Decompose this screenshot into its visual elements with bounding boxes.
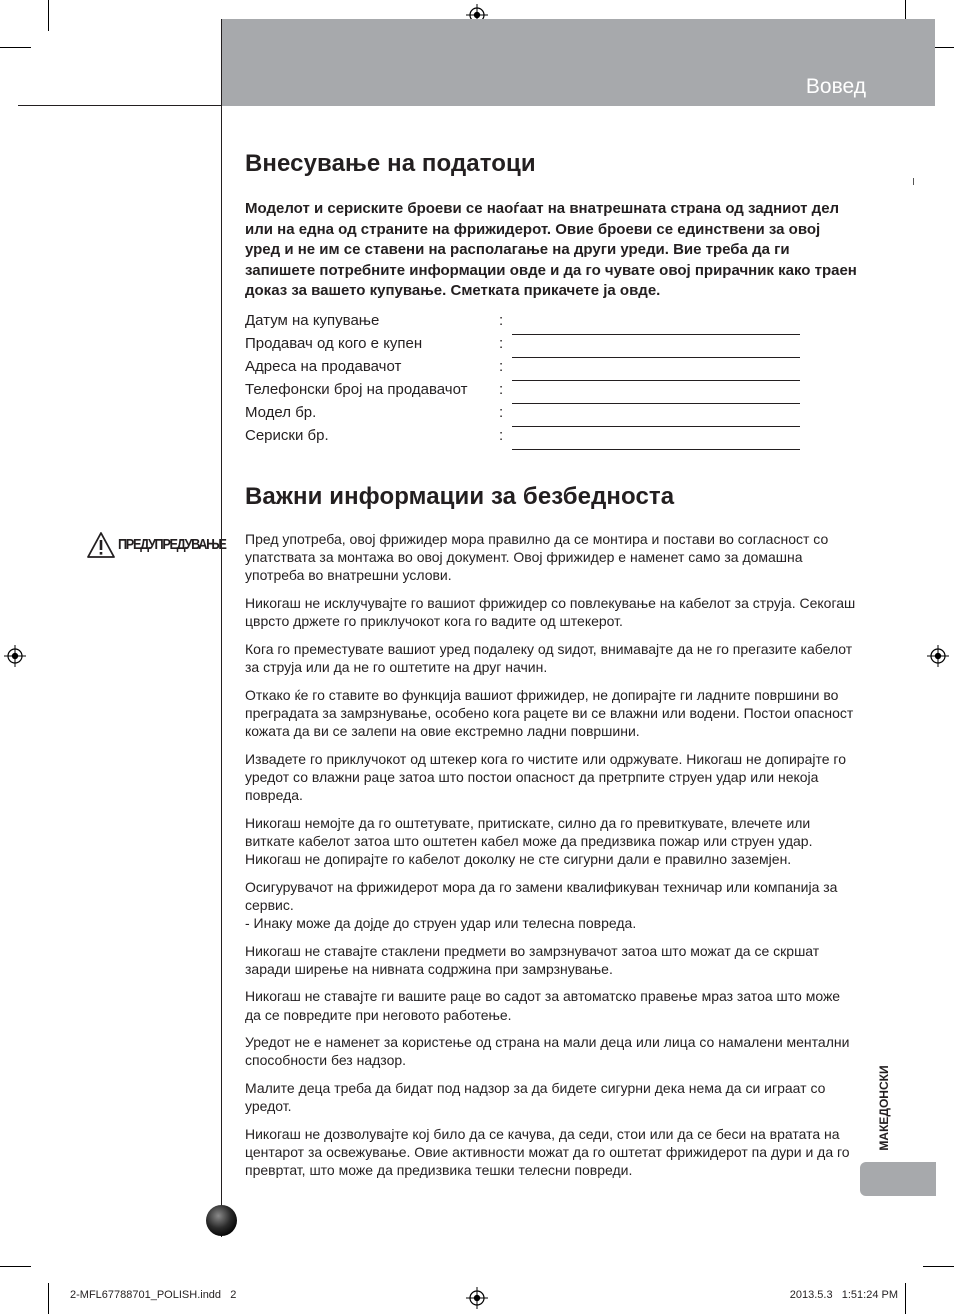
crop-mark [48, 1283, 49, 1314]
crop-mark [48, 0, 49, 31]
safety-paragraphs [245, 530, 857, 1189]
language-side-label [876, 1060, 890, 1156]
safety-paragraph: Извадете го приклучокот од штекер кога го чистите или одржувате. Никогаш не допирајте го уредот со влажни раце затоа што постои опасност да претрпите струен удар или некоја повреда. [245, 750, 846, 803]
form-separator: : [499, 358, 504, 375]
warning-label: ПРЕДУПРЕДУВАЊЕ [118, 536, 226, 553]
safety-paragraph: Малите деца треба да бидат под надзор за да бидете сигурни дека нема да си играат со уредот. [245, 1079, 826, 1115]
section-title-data-entry: Внесување на податоци [245, 150, 536, 177]
safety-paragraph: Пред употреба, овој фрижидер мора правилно да се монтира и постави во согласност со упатствата за монтажа во овој документ. Овој фрижидер е наменет само за домашна употреба во внатрешни услови. [245, 531, 829, 584]
footer-filename: 2-MFL67788701_POLISH.indd 2 [70, 1289, 237, 1301]
registration-mark-icon [466, 1287, 488, 1309]
safety-paragraph: Никогаш не ставајте стаклени предмети во замрзнувачот затоа што можат да се скршат заради ширење на нивната содржина при замрзнување. [245, 942, 820, 977]
decorative-ball [206, 1205, 237, 1236]
safety-paragraph: Откако ќе го ставите во функција вашиот фрижидер, не допирајте ги ладните површини во преградата за замрзнување, особено кога рацете ви се влажни или водени. Постои опасност кожата да ви се залепи на овие екстремно ладни површини. [245, 686, 854, 739]
page-header-title: Вовед [805, 75, 866, 98]
form-label: Модел бр. [245, 404, 317, 421]
crop-mark [905, 1283, 906, 1314]
form-separator: : [499, 312, 504, 329]
safety-paragraph: Никогаш не дозволувајте кој било да се качува, да седи, стои или да се беси на вратата на центарот за освежување. Овие активности можат да го оштетат фрижидерот па дури и да го превртат, што може да предизвика тешки телесни повреди. [245, 1125, 850, 1179]
header-divider [18, 105, 222, 106]
divider [913, 178, 914, 185]
form-row [245, 335, 805, 358]
form-label: Сериски бр. [245, 427, 329, 444]
section-title-safety: Важни информации за безбедноста [245, 483, 675, 510]
crop-mark [0, 1266, 31, 1267]
crop-mark [0, 47, 31, 48]
form-fill-line [512, 449, 800, 450]
safety-paragraph: Осигурувачот на фрижидерот мора да го замени квалификуван техничар или компанија за сервис. - Инаку може да дојде до струен удар или телесна повреда. [245, 878, 838, 931]
warning-triangle-icon [86, 531, 116, 559]
form-separator: : [499, 381, 504, 398]
warning-callout [86, 531, 226, 561]
form-separator: : [499, 404, 504, 421]
crop-mark [923, 1266, 954, 1267]
form-row [245, 381, 805, 404]
safety-paragraph: Уредот не е наменет за користење од страна на мали деца или лица со намалени ментални способности без надзор. [245, 1034, 850, 1069]
intro-paragraph: Моделот и сериските броеви се наоѓаат на внатрешната страна од задниот дел или на една од страните на фрижидерот. Овие броеви се единствени за овој уред и не им се ставени на располагање на други уреди. Вие треба да ги запишете потребните информации овде и да го чувате овој прирачник како траен доказ за вашето купување. Сметката прикачете ја овде. [245, 200, 857, 300]
form-row [245, 312, 805, 335]
form-separator: : [499, 427, 504, 444]
language-label-text: МАКЕДОНСКИ [877, 1065, 891, 1151]
footer-timestamp: 2013.5.3 1:51:24 PM [789, 1289, 898, 1301]
form-label: Датум на купување [245, 312, 380, 329]
form-row [245, 427, 805, 450]
form-row [245, 358, 805, 381]
purchase-info-form [245, 312, 805, 450]
safety-paragraph: Никогаш немојте да го оштетувате, притискате, силно да го превиткувате, влечете или виткате кабелот затоа што оштетен кабел може да предизвика пожар или струен удар. Никогаш не допирајте го кабелот доколку не сте сигурни дали е правилно заземјен. [245, 814, 813, 867]
form-separator: : [499, 335, 504, 352]
column-divider [221, 19, 222, 1237]
registration-mark-icon [927, 645, 949, 667]
safety-paragraph: Никогаш не исклучувајте го вашиот фрижидер со повлекување на кабелот за струја. Секогаш цврсто држете го приклучокот кога го вадите од штекерот. [245, 595, 856, 630]
safety-paragraph: Никогаш не ставајте ги вашите раце во садот за автоматско правење мраз затоа што може да се повредите при неговото работење. [245, 988, 841, 1023]
safety-paragraph: Кога го преместувате вашиот уред подалеку од sидот, внимавајте да не го прегазите кабелот за струја или да не го оштетите на друг начин. [245, 640, 853, 675]
form-label: Телефонски број на продавачот [245, 381, 468, 398]
form-row [245, 404, 805, 427]
page-tab [860, 1162, 936, 1196]
registration-mark-icon [4, 645, 26, 667]
form-label: Адреса на продавачот [245, 358, 402, 375]
form-label: Продавач од кого е купен [245, 335, 423, 352]
